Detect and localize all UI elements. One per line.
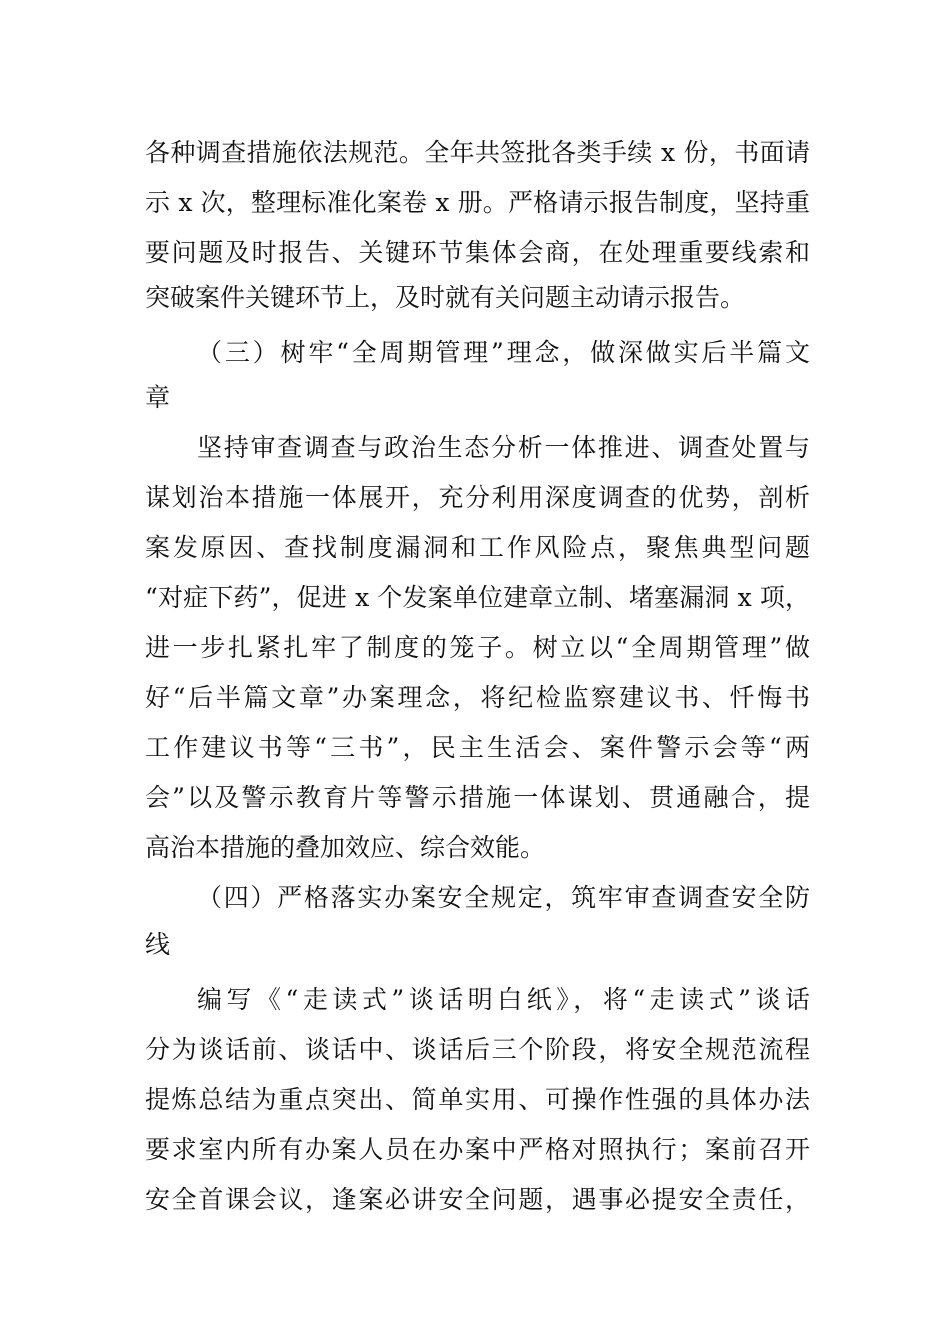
paragraph-line: 工作建议书等“三书”，民主生活会、案件警示会等“两 (145, 733, 810, 762)
section-heading-line: 章 (145, 383, 171, 412)
paragraph-line: 高治本措施的叠加效应、综合效能。 (145, 833, 546, 862)
paragraph-line: 好“后半篇文章”办案理念，将纪检监察建议书、忏悔书 (145, 683, 810, 712)
paragraph-line: 要求室内所有办案人员在办案中严格对照执行；案前召开 (145, 1135, 810, 1164)
section-heading-line: 线 (145, 930, 171, 959)
paragraph-line: 会”以及警示教育片等警示措施一体谋划、贯通融合，提 (145, 783, 810, 812)
section-heading-line: （四）严格落实办案安全规定，筑牢审查调查安全防 (197, 883, 810, 912)
paragraph-line: 进一步扎紧扎牢了制度的笼子。树立以“全周期管理”做 (145, 633, 810, 662)
paragraph-line: “对症下药”，促进 x 个发案单位建章立制、堵塞漏洞 x 项， (145, 583, 810, 612)
paragraph-line: 安全首课会议，逢案必讲安全问题，遇事必提安全责任， (145, 1185, 810, 1214)
paragraph-line: 突破案件关键环节上，及时就有关问题主动请示报告。 (145, 283, 746, 312)
paragraph-line: 分为谈话前、谈话中、谈话后三个阶段，将安全规范流程 (145, 1035, 810, 1064)
paragraph-line: 编写《“走读式”谈话明白纸》，将“走读式”谈话 (197, 985, 810, 1014)
paragraph-line: 案发原因、查找制度漏洞和工作风险点，聚焦典型问题 (145, 533, 810, 562)
paragraph-line: 要问题及时报告、关键环节集体会商，在处理重要线索和 (145, 238, 810, 267)
paragraph-line: 坚持审查调查与政治生态分析一体推进、调查处置与 (197, 433, 810, 462)
paragraph-line: 谋划治本措施一体展开，充分利用深度调查的优势，剖析 (145, 483, 810, 512)
section-heading-line: （三）树牢“全周期管理”理念，做深做实后半篇文 (197, 338, 810, 367)
paragraph-line: 各种调查措施依法规范。全年共签批各类手续 x 份，书面请 (145, 138, 810, 167)
paragraph-line: 提炼总结为重点突出、简单实用、可操作性强的具体办法 (145, 1085, 810, 1114)
paragraph-line: 示 x 次，整理标准化案卷 x 册。严格请示报告制度，坚持重 (145, 188, 810, 217)
